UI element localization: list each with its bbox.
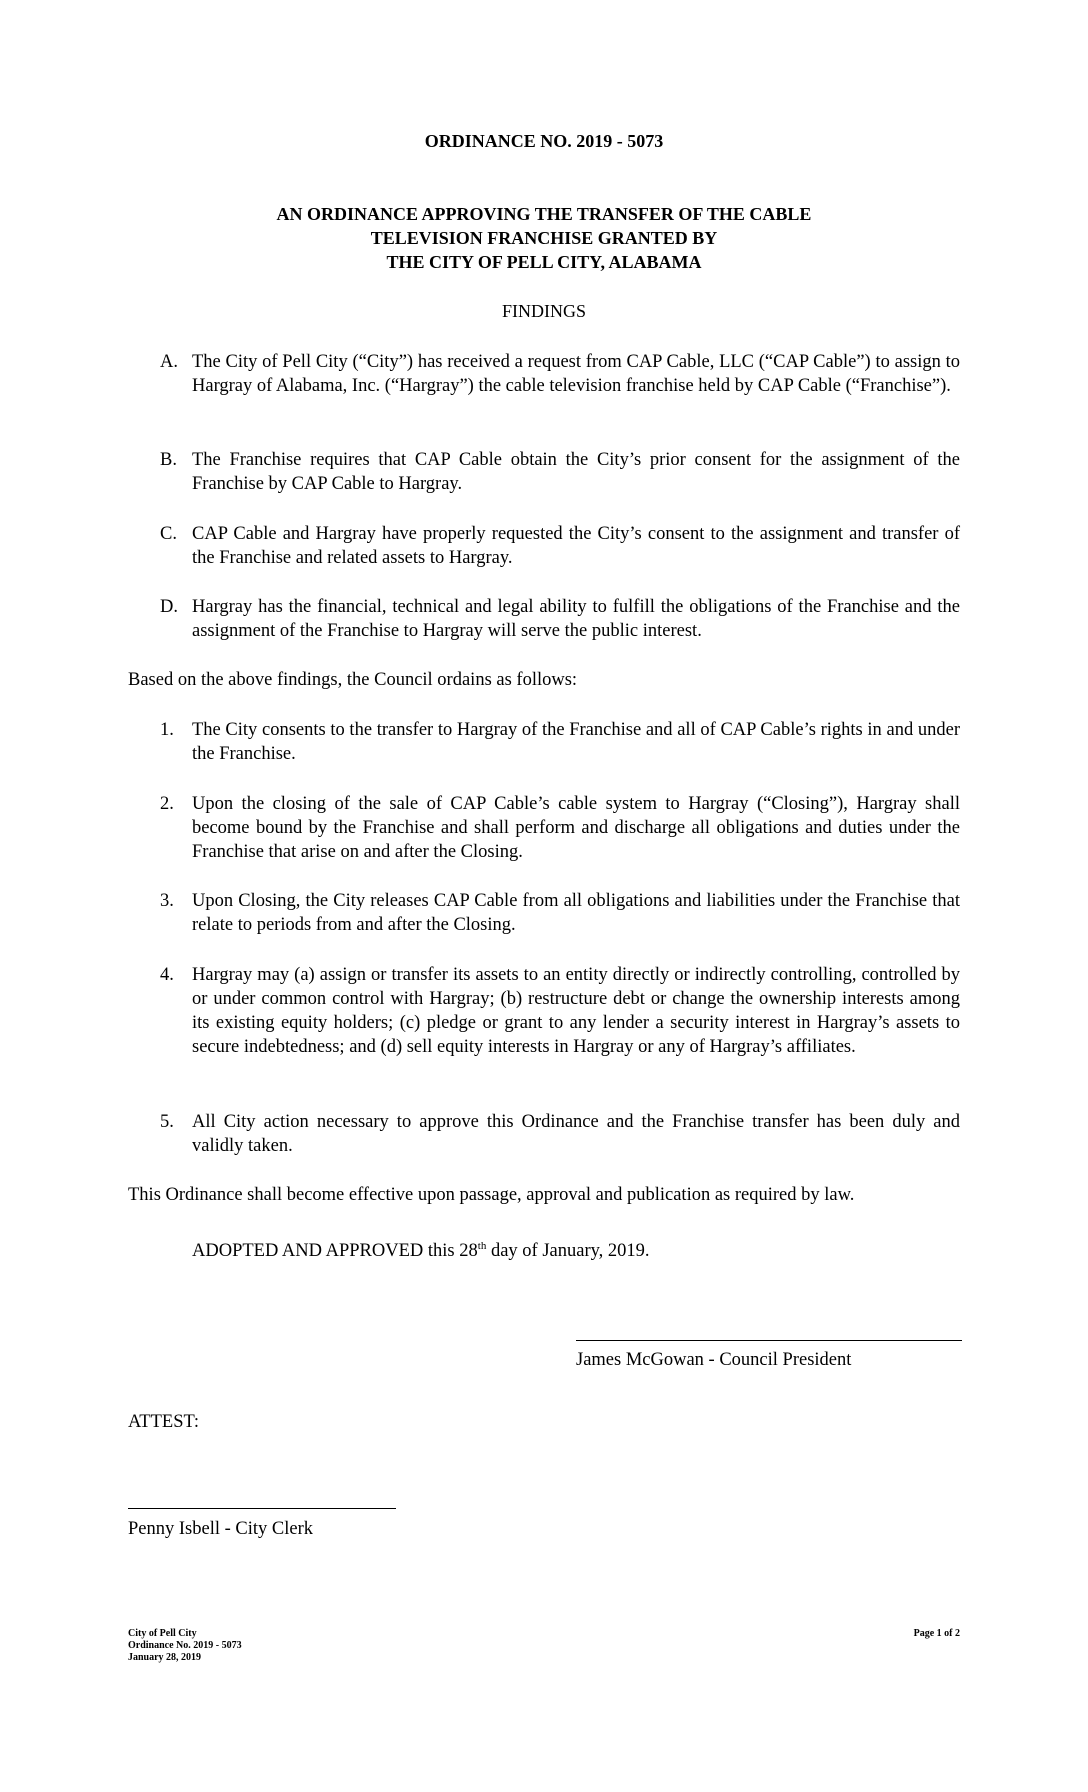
- findings-heading: FINDINGS: [501, 301, 586, 321]
- ordain-text: Upon the closing of the sale of CAP Cable’s cable system to Hargray (“Closing”), Hargray shall become bound by the Franchise and shall perform and discharge all obligations and duties under the Franchise that arise on and after the Closing.: [192, 794, 960, 862]
- adopted-suffix: day of January, 2019.: [486, 1241, 650, 1262]
- ordain-text: The City consents to the transfer to Hargray of the Franchise and all of CAP Cable’s rights in and under the Franchise.: [192, 720, 960, 764]
- finding-label: C.: [160, 524, 177, 544]
- effective-paragraph: This Ordinance shall become effective upon passage, approval and publication as required by law.: [128, 1185, 855, 1205]
- ordain-label: 1.: [160, 720, 174, 740]
- clerk-signature-line: [128, 1508, 396, 1509]
- footer-date: January 28, 2019: [128, 1652, 202, 1663]
- finding-label: A.: [160, 352, 178, 372]
- ordain-label: 5.: [160, 1112, 174, 1132]
- president-signature-line: [576, 1340, 962, 1341]
- president-name: James McGowan - Council President: [576, 1350, 852, 1370]
- finding-label: D.: [160, 597, 178, 617]
- footer-city: City of Pell City: [128, 1628, 197, 1639]
- ordain-text: Hargray may (a) assign or transfer its assets to an entity directly or indirectly controlling, controlled by or under common control with Hargray; (b) restructure debt or change the ownership interests among its existing equity holders; (c) pledge or grant to any lender a security interest in Hargray’s assets to secure indebtedness; and (d) sell equity interests in Hargray or any of Hargray’s affiliates.: [192, 965, 960, 1057]
- ordain-text: Upon Closing, the City releases CAP Cable from all obligations and liabilities under the Franchise that relate to periods from and after the Closing.: [192, 891, 960, 935]
- attest-label: ATTEST:: [128, 1412, 200, 1432]
- finding-text: The City of Pell City (“City”) has received a request from CAP Cable, LLC (“CAP Cable”) to assign to Hargray of Alabama, Inc. (“Hargray”) the cable television franchise held by CAP Cable (“Franchise”).: [192, 352, 960, 396]
- footer-ordinance-no: Ordinance No. 2019 - 5073: [128, 1640, 242, 1651]
- footer-left: [128, 1628, 242, 1664]
- adopted-ordinal-suffix: th: [477, 1240, 487, 1252]
- adopted-line: [192, 1234, 650, 1263]
- ordain-label: 3.: [160, 891, 174, 911]
- finding-text: CAP Cable and Hargray have properly requested the City’s consent to the assignment and transfer of the Franchise and related assets to Hargray.: [192, 524, 960, 568]
- finding-text: The Franchise requires that CAP Cable obtain the City’s prior consent for the assignment of the Franchise by CAP Cable to Hargray.: [192, 450, 960, 494]
- footer-page-number: Page 1 of 2: [913, 1628, 960, 1639]
- ordain-label: 4.: [160, 965, 174, 985]
- adopted-prefix: ADOPTED AND APPROVED this 28: [192, 1241, 478, 1262]
- ordinance-subtitle-line-3: THE CITY OF PELL CITY, ALABAMA: [386, 252, 702, 272]
- ordain-text: All City action necessary to approve this Ordinance and the Franchise transfer has been duly and validly taken.: [192, 1112, 960, 1156]
- clerk-name: Penny Isbell - City Clerk: [128, 1519, 313, 1539]
- finding-text: Hargray has the financial, technical and legal ability to fulfill the obligations of the Franchise and the assignment of the Franchise to Hargray will serve the public interest.: [192, 597, 960, 641]
- ordinance-subtitle-line-1: AN ORDINANCE APPROVING THE TRANSFER OF THE CABLE: [276, 204, 812, 224]
- ordinance-title: ORDINANCE NO. 2019 - 5073: [424, 131, 664, 151]
- ordain-label: 2.: [160, 794, 174, 814]
- ordinance-subtitle-line-2: TELEVISION FRANCHISE GRANTED BY: [370, 228, 718, 248]
- ordains-intro: Based on the above findings, the Council ordains as follows:: [128, 670, 578, 690]
- finding-label: B.: [160, 450, 177, 470]
